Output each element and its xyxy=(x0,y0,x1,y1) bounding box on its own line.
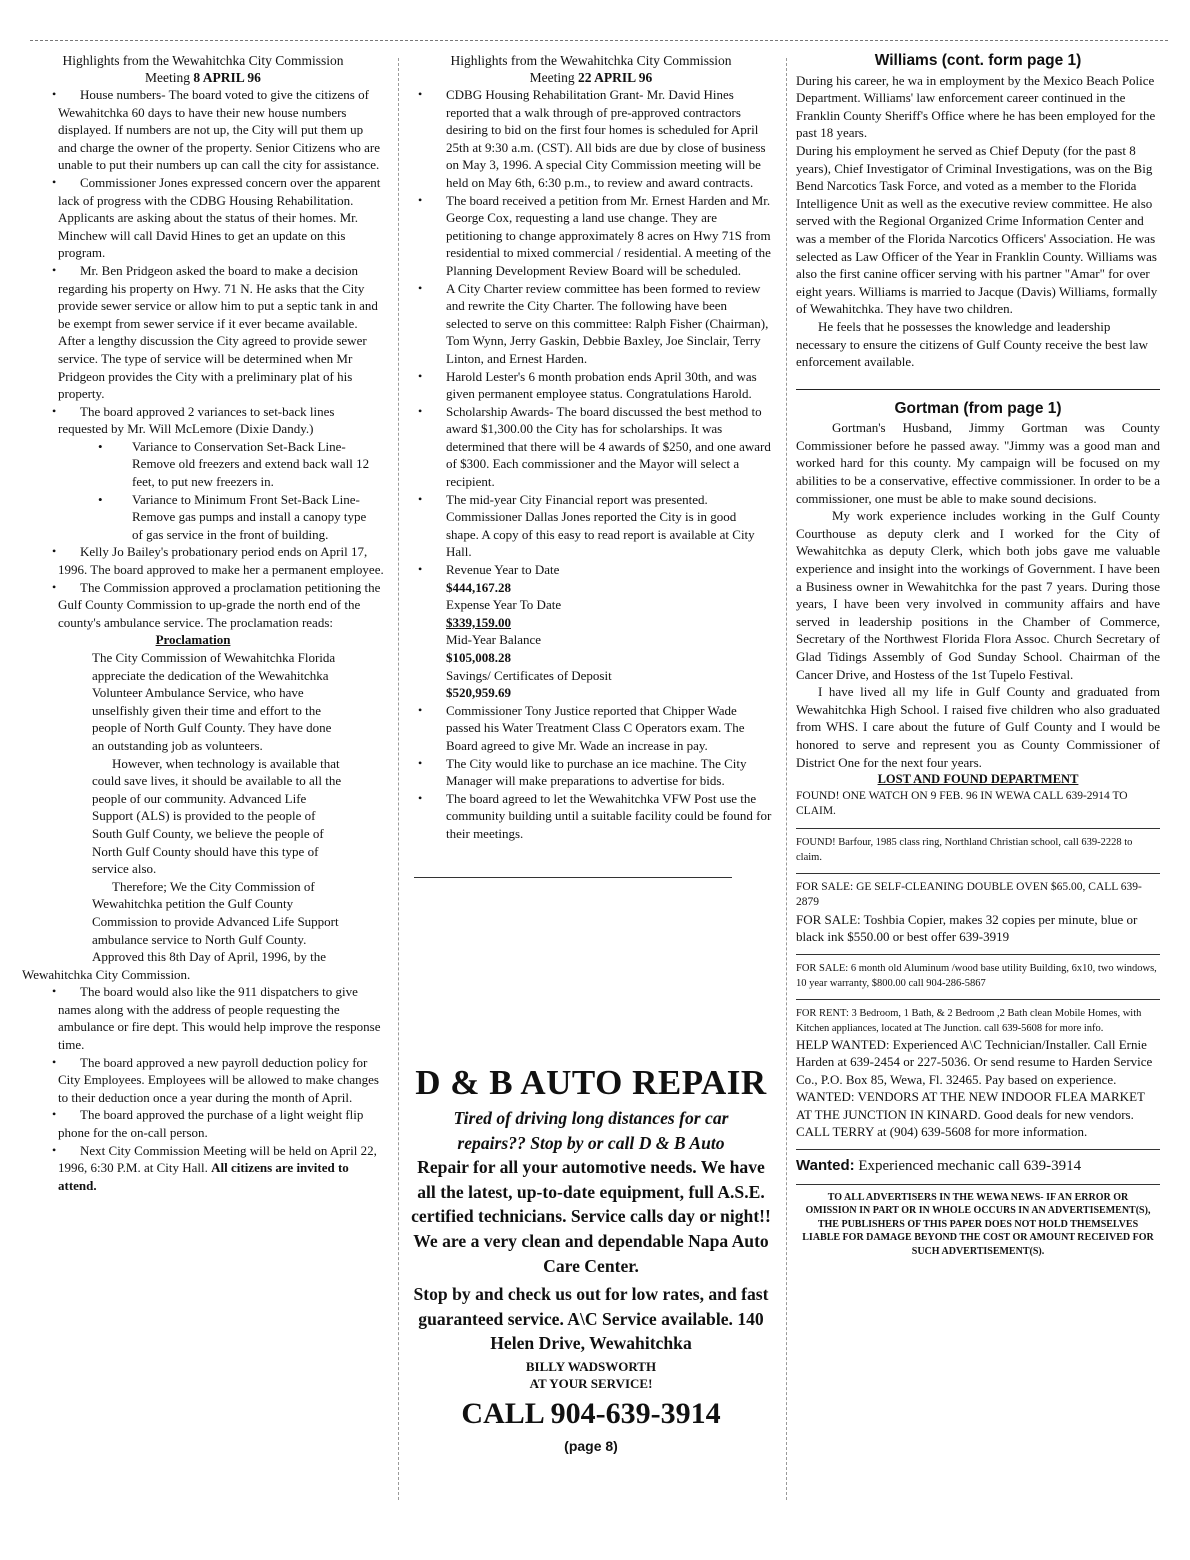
lost-found-title: LOST AND FOUND DEPARTMENT xyxy=(877,772,1079,787)
divider xyxy=(796,389,1160,390)
invitation-text: All citizens are invited to attend. xyxy=(58,1160,349,1193)
heading-meeting: Meeting xyxy=(145,70,191,85)
classified-ad: WANTED: VENDORS AT THE NEW INDOOR FLEA MARKET AT THE JUNCTION IN KINARD. Good deals for new vendors. CALL TERRY at (904) 639-5608 for more information. xyxy=(796,1089,1145,1140)
service-slogan: AT YOUR SERVICE! xyxy=(529,1375,653,1391)
list-item: • The board would also like the 911 dispatchers to give names along with the address of people requesting the ambulance or fire dept. This would help improve the response time. xyxy=(22,983,384,1053)
column-april-22 xyxy=(410,52,772,878)
divider xyxy=(414,877,732,878)
approved-line: Approved this 8th Day of April, 1996, by the Wewahitchka City Commission. xyxy=(22,949,326,982)
list-item: • The Commission approved a proclamation petitioning the Gulf County Commission to up-grade the north end of the county's ambulance service. The proclamation reads: xyxy=(22,579,384,632)
list-item: • Mr. Ben Pridgeon asked the board to make a decision regarding his property on Hwy. 71 N. He asks that the City provide sewer service or allow him to put a septic tank in and be exempt from sewer service if it ever became available. After a lengthy discussion the City agreed to provide sewer service. The type of service will be determined when Mr Pridgeon provides the City with a preliminary plat of his property. xyxy=(22,262,384,403)
gortman-paragraph: I have lived all my life in Gulf County and graduated from Wewahitchka High School. I raised five children who also graduated from WHS. I care about the future of Gulf County and I would be honored to serve and represent you as County Commissioner of District One for the next four years. xyxy=(796,684,1160,770)
proclamation-paragraph: The City Commission of Wewahitchka Florida appreciate the dedication of the Wewahitchka Volunteer Ambulance Service, who have unselfishly given their time and effort to the people of North Gulf County. They have done an outstanding job as volunteers. xyxy=(92,650,336,753)
list-item xyxy=(22,1142,384,1195)
classified-ad: FOUND! ONE WATCH ON 9 FEB. 96 IN WEWA CALL 639-2914 TO CLAIM. xyxy=(796,789,1128,818)
highlights-list xyxy=(22,983,384,1194)
section-heading xyxy=(410,52,772,86)
list-item-text: Next City Commission Meeting will be held on April 22, 1996, 6:30 P.M. at City Hall. xyxy=(58,1142,377,1176)
section-heading xyxy=(22,52,384,86)
gortman-paragraph: My work experience includes working in the Gulf County Courthouse as deputy clerk and I worked for the City of Wewahitchka as deputy Clerk, which both jobs gave me valuable experience and insight into the workings of Government. I have been a Business owner in Wewahitchka for the past 7 years. During those years, I have been very involved in community affairs and have served in leadership positions in the Chamber of Commerce, Secretary of the Northwest Florida Flora Assoc. Church Secretary of Glad Tidings Assembly of God Sunday School. Chairman of the Cancer Drive, and Hostess of the 1st Tupelo Festival. xyxy=(796,508,1160,682)
ad-body-text: Repair for all your automotive needs. We have all the latest, up-to-date equipment, full A.S.E. certified technicians. Service calls day or night!! We are a very clean and dependable Napa Auto Care Center. xyxy=(411,1157,771,1276)
heading-line: Highlights from the Wewahitchka City Commission xyxy=(62,53,344,68)
wanted-text: Experienced mechanic call 639-3914 xyxy=(858,1157,1082,1174)
proclamation-paragraph: Therefore; We the City Commission of Wewahitchka petition the Gulf County Commission to provide Advanced Life Support ambulance service to North Gulf County. xyxy=(92,878,339,947)
highlights-list xyxy=(410,86,772,843)
classified-ad: FOR SALE: Toshbia Copier, makes 32 copies per minute, blue or black ink $550.00 or best offer 639-3919 xyxy=(796,911,1138,945)
list-item: • The board received a petition from Mr. Ernest Harden and Mr. George Cox, requesting a land use change. They are petitioning to change approximately 8 acres on Hwy 71S from residential to mixed commercial / residential. A meeting of the Planning Development Review Board will be scheduled. xyxy=(410,192,772,280)
advertiser-disclaimer: TO ALL ADVERTISERS IN THE WEWA NEWS- IF AN ERROR OR OMISSION IN PART OR IN WHOLE OCCURS IN AN ADVERTISEMENT(S), THE PUBLISHERS OF THIS PAPER DOES NOT HOLD THEMSELVES LIABLE FOR DAMAGE BEYOND THE COST OR AMOUNT RECEIVED FOR SUCH ADVERTISEMENT(S). xyxy=(802,1191,1154,1257)
list-item: • Commissioner Tony Justice reported that Chipper Wade passed his Water Treatment Class C Operators exam. The Board agreed to give Mr. Wade an increase in pay. xyxy=(410,702,772,755)
list-item-text: The board approved 2 variances to set-back lines requested by Mr. Will McLemore (Dixie Dandy.) xyxy=(58,403,335,437)
williams-paragraph: He feels that he possesses the knowledge and leadership necessary to ensure the citizens of Gulf County receive the best law enforcement available. xyxy=(796,318,1148,370)
wanted-label: Wanted: xyxy=(796,1156,855,1174)
classified-ad: FOUND! Barfour, 1985 class ring, Northland Christian school, call 639-2228 to claim. xyxy=(796,836,1133,863)
ad-phone: CALL 904-639-3914 xyxy=(461,1396,721,1430)
classified-ad: FOR SALE: 6 month old Aluminum /wood base utility Building, 6x10, two windows, 10 year warranty, $800.00 call 904-286-5867 xyxy=(796,962,1157,989)
heading-date-line xyxy=(22,69,384,86)
column-articles-classifieds xyxy=(796,52,1160,1258)
list-item: • The mid-year City Financial report was presented. Commissioner Dallas Jones reported the City is in good shape. A copy of this easy to read report is available at City Hall. xyxy=(410,491,772,561)
balance-label: Mid-Year Balance xyxy=(446,632,542,648)
ad-body-text: Stop by and check us out for low rates, and fast guaranteed service. A\C Service available. 140 Helen Drive, Wewahitchka xyxy=(413,1284,769,1354)
proclamation-title: Proclamation xyxy=(155,632,231,648)
list-item: • The board approved a new payroll deduction policy for City Employees. Employees will be allowed to make changes to their deduction once a year during the month of April. xyxy=(22,1054,384,1107)
proclamation-paragraph: However, when technology is available that could save lives, it should be available to all the people of our community. Advanced Life Support (ALS) is provided to the people of South Gulf County, we believe the people of North Gulf County should have this type of service also. xyxy=(92,755,342,877)
finance-report xyxy=(410,561,772,702)
ad-body xyxy=(410,1106,772,1356)
williams-paragraph: During his employment he served as Chief Deputy (for the past 8 years), Chief Investigator of Criminal Investigations, was on the Big Bend Narcotics Task Force, and voted as a member to the Florida Intelligence Unit as well as the executive review committee. He also served with the Regional Organized Crime Information Center and was a member of the Florida Narcotics Officers' Association. He was selected as Law Officer of the Year in Franklin County. Williams was also the first canine officer serving with his partner "Amar" for over eight years. Williams is married to Jacque (Davis) Williams, formally of Wewahitchka. They have two children. xyxy=(796,142,1158,317)
column-april-8 xyxy=(22,52,384,1194)
list-item: • The City would like to purchase an ice machine. The City Manager will make preparations to advertise for bids. xyxy=(410,755,772,790)
ad-body-line: repairs?? Stop by or call D & B Auto xyxy=(457,1132,725,1153)
column-divider xyxy=(398,58,399,1500)
divider xyxy=(796,828,1160,829)
divider xyxy=(796,1149,1160,1150)
williams-paragraph: During his career, he wa in employment by the Mexico Beach Police Department. Williams' law enforcement career continued in the Franklin County Sheriff's Office where he has been employed for the past 18 years. xyxy=(796,72,1156,141)
top-rule xyxy=(30,40,1168,41)
list-item: • Harold Lester's 6 month probation ends April 30th, and was given permanent employee status. Congratulations Harold. xyxy=(410,368,772,403)
williams-title: Williams (cont. form page 1) xyxy=(874,52,1082,69)
ad-title: D & B AUTO REPAIR xyxy=(415,1063,767,1102)
savings-label: Savings/ Certificates of Deposit xyxy=(446,667,612,683)
list-item: • Kelly Jo Bailey's probationary period ends on April 17, 1996. The board approved to make her a permanent employee. xyxy=(22,543,384,578)
list-item: • Commissioner Jones expressed concern over the apparent lack of progress with the CDBG Housing Rehabilitation. Applicants are asking about the status of their homes. Mr. Minchew will call David Hines to get an update on this program. xyxy=(22,174,384,262)
owner-name: BILLY WADSWORTH xyxy=(525,1358,657,1374)
heading-date: 22 APRIL 96 xyxy=(578,70,653,85)
classified-ad: FOR SALE: GE SELF-CLEANING DOUBLE OVEN $65.00, CALL 639-2879 xyxy=(796,880,1142,909)
expense-value: $339,159.00 xyxy=(446,614,511,630)
heading-date-line xyxy=(410,69,772,86)
variance-list xyxy=(22,438,384,544)
list-item: • CDBG Housing Rehabilitation Grant- Mr. David Hines reported that a walk through of pre-approved contractors desiring to bid on the first four homes is scheduled for April 25th at 9:30 a.m. (CST). All bids are due by close of business on May 3, 1996. A special City Commission meeting will be held on May 6th, 6:30 p.m., to review and award contracts. xyxy=(410,86,772,192)
wanted-ad xyxy=(796,1156,1160,1176)
sub-list-item: • Variance to Minimum Front Set-Back Line- Remove gas pumps and install a canopy type of gas service in the front of building. xyxy=(132,491,384,544)
heading-meeting: Meeting xyxy=(529,70,575,85)
heading-date: 8 APRIL 96 xyxy=(193,70,261,85)
list-item: • A City Charter review committee has been formed to review and rewrite the City Charter. The following have been selected to serve on this committee: Ralph Fisher (Chairman), Tom Wynn, Jerry Gaskin, Debbie Baxley, Joe Sinclair, Terry Linton, and Ernest Harden. xyxy=(410,280,772,368)
revenue-value: $444,167.28 xyxy=(446,579,511,595)
divider xyxy=(796,1184,1160,1185)
balance-value: $105,008.28 xyxy=(446,650,511,665)
list-item: • The board approved the purchase of a light weight flip phone for the on-call person. xyxy=(22,1106,384,1141)
list-item: • House numbers- The board voted to give the citizens of Wewahitchka 60 days to have their new house numbers displayed. If numbers are not up, the City will put them up and charge the owner of the property. Senior Citizens who are unable to put their numbers up can call the city for assistance. xyxy=(22,86,384,174)
auto-repair-ad xyxy=(410,1062,772,1434)
proclamation xyxy=(22,631,384,948)
gortman-title: Gortman (from page 1) xyxy=(894,399,1062,417)
revenue-label: • Revenue Year to Date xyxy=(446,562,560,578)
savings-value: $520,959.69 xyxy=(446,685,511,701)
expense-label: Expense Year To Date xyxy=(446,597,562,613)
classified-ad: FOR RENT: 3 Bedroom, 1 Bath, & 2 Bedroom ,2 Bath clean Mobile Homes, with Kitchen appliances, located at The Junction. call 639-5608 for more info. xyxy=(796,1007,1142,1034)
divider xyxy=(796,873,1160,874)
sub-list-item: • Variance to Conservation Set-Back Line- Remove old freezers and extend back wall 12 feet, to put new freezers in. xyxy=(132,438,384,491)
classified-ad: HELP WANTED: Experienced A\C Technician/Installer. Call Ernie Harden at 639-2454 or 227-5036. Or send resume to Harden Service Co., P.O. Box 85, Wewa, Fl. 32465. Pay based on experience. xyxy=(796,1036,1153,1087)
list-item: • Scholarship Awards- The board discussed the best method to award $1,300.00 the City has for scholarships. It was determined that there will be 4 awards of $250, and one award of $300. Each commissioner and the Mayor will select a recipient. xyxy=(410,403,772,491)
heading-line: Highlights from the Wewahitchka City Commission xyxy=(450,53,732,68)
page-number: (page 8) xyxy=(564,1438,618,1454)
list-item: • The board agreed to let the Wewahitchka VFW Post use the community building until a suitable facility could be found for their meetings. xyxy=(410,790,772,843)
ad-body-line: Tired of driving long distances for car xyxy=(453,1108,729,1128)
gortman-paragraph: Gortman's Husband, Jimmy Gortman was County Commissioner before he passed away. "Jimmy was a good man and worked hard for this county. My campaign will be focused on my abilities to be a conservative, effective commissioner. In order to be a commissioner, one must be able to make sound decisions. xyxy=(796,420,1160,506)
list-item xyxy=(22,403,384,438)
highlights-list xyxy=(22,543,384,631)
column-divider xyxy=(786,58,787,1500)
ad-owner xyxy=(410,1358,772,1392)
divider xyxy=(796,999,1160,1000)
highlights-list xyxy=(22,86,384,438)
divider xyxy=(796,954,1160,955)
